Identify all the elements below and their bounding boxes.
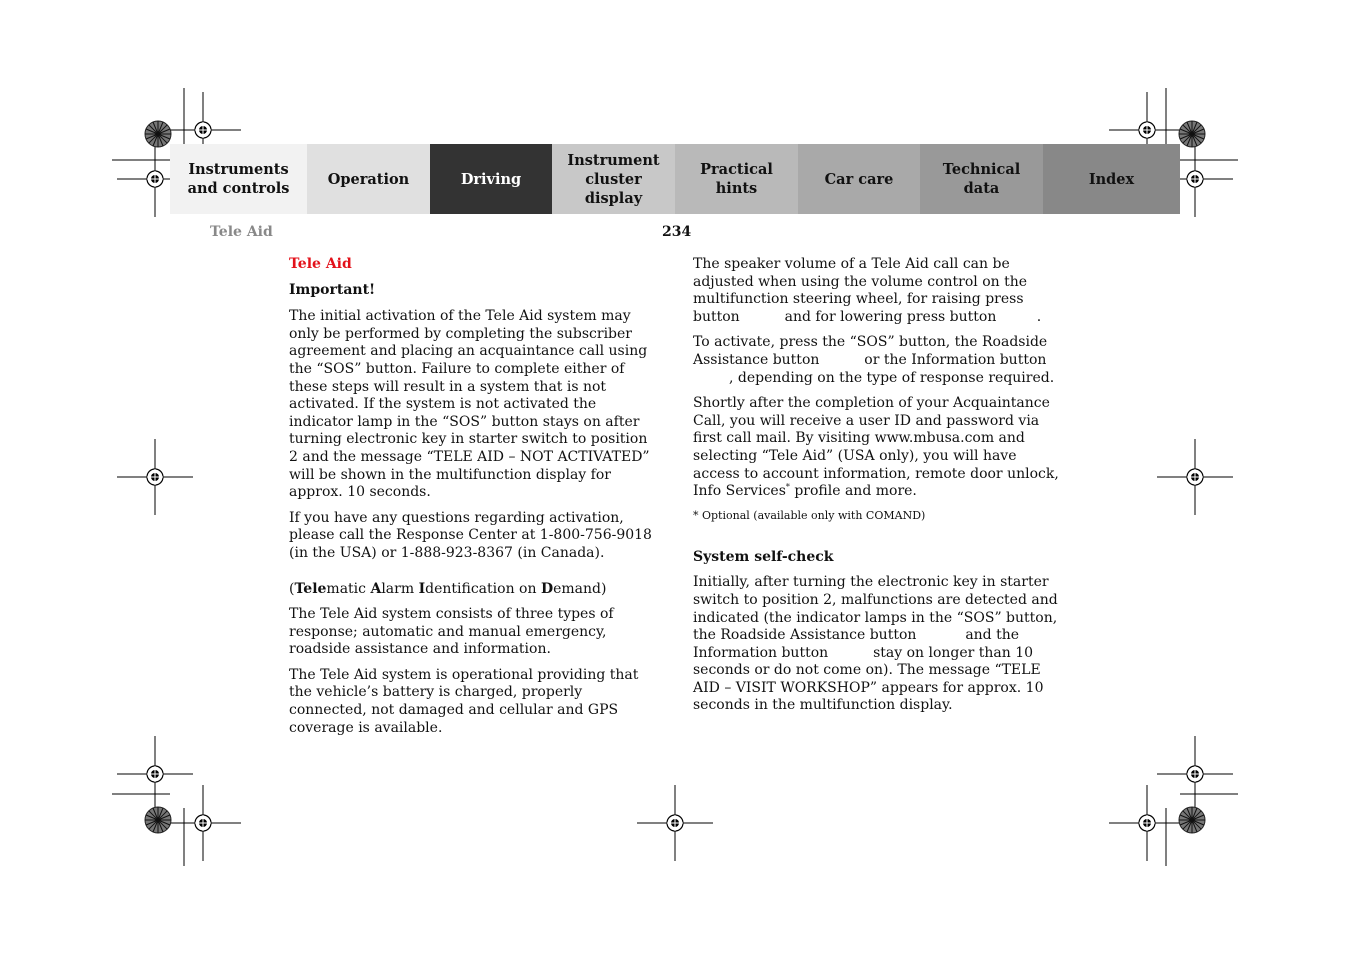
text: profile and more.	[789, 483, 917, 500]
text: , depending on the type of response required.	[729, 369, 1055, 386]
tab-label: Instruments	[188, 161, 289, 178]
text: .	[1036, 308, 1042, 325]
acronym-part: Tele	[294, 580, 327, 597]
paragraph: If you have any questions regarding activation, please call the Response Center at 1-800-756-9018 (in the USA) or 1-888-923-8367 (in Canada).	[289, 509, 652, 561]
right-column	[693, 256, 1061, 723]
tab-label: Driving	[460, 170, 522, 188]
tab-label: Operation	[327, 170, 410, 188]
tab-label: Instrument	[567, 151, 660, 169]
paragraph: The Tele Aid system consists of three types of response; automatic and manual emergency, roadside assistance and information.	[289, 606, 614, 658]
tab-instrument-cluster-display[interactable]	[552, 144, 675, 214]
paragraph: The Tele Aid system is operational providing that the vehicle’s battery is charged, properly connected, not damaged and cellular and GPS coverage is available.	[289, 666, 639, 736]
tab-practical-hints[interactable]	[675, 144, 798, 214]
text: and the Information button	[693, 627, 1020, 661]
tab-label: cluster display	[584, 170, 643, 207]
text: or the Information button	[864, 351, 1047, 368]
paragraph	[693, 334, 1061, 387]
running-header-section: Tele Aid	[210, 224, 273, 240]
acronym-part: D	[540, 580, 554, 597]
acronym-part: I	[418, 580, 426, 597]
text: Shortly after the completion of your Acquaintance Call, you will receive a user ID and password via first call mail. By visiting www.mbusa.com and selecting “Tele Aid” (USA only), you will have access to account information, remote door unlock, Info Services	[693, 395, 1059, 500]
acronym-part: matic	[326, 580, 371, 597]
acronym-part: A	[370, 580, 382, 597]
tab-label: Car care	[824, 170, 894, 188]
important-heading: Important!	[289, 281, 376, 298]
tab-instruments-and-controls[interactable]	[170, 144, 307, 214]
footnote: * Optional (available only with COMAND)	[693, 508, 926, 522]
tab-driving[interactable]	[430, 144, 552, 214]
text: Initially, after turning the electronic key in starter switch to position 2, malfunctions are detected and indicated (the indicator lamps in the “SOS” button, the Roadside Assistance button	[693, 574, 1058, 644]
text: stay on longer than 10 seconds or do not come on). The message “TELE AID – VISIT WORKSHOP” appears for approx. 10 seconds in the multifunction display.	[693, 644, 1044, 714]
acronym-part: dentification on	[425, 580, 541, 597]
section-title: Tele Aid	[289, 256, 352, 272]
text: The speaker volume of a Tele Aid call can be adjusted when using the volume control on the multifunction steering wheel, for raising press button	[693, 256, 1028, 325]
tab-label: Practical hints	[700, 161, 773, 197]
tab-technical-data[interactable]	[920, 144, 1043, 214]
tab-index[interactable]	[1043, 144, 1180, 214]
tab-label: and controls	[187, 180, 290, 197]
tab-label: Technical	[942, 161, 1021, 178]
footnote-marker: *	[785, 482, 790, 492]
acronym-part: emand)	[553, 580, 607, 597]
tab-label: Index	[1088, 170, 1135, 188]
text: To activate, press the “SOS” button, the Roadside Assistance button	[693, 334, 1048, 368]
text: and for lowering press button	[784, 308, 997, 325]
paragraph	[693, 574, 1061, 715]
acronym-line	[289, 581, 657, 599]
page-number: 234	[662, 224, 692, 240]
acronym-part: (	[289, 580, 295, 597]
paragraph	[693, 395, 1061, 501]
left-column	[289, 256, 657, 745]
paragraph	[693, 256, 1061, 326]
chapter-tabs	[170, 144, 1180, 214]
paragraph: The initial activation of the Tele Aid system may only be performed by completing the subscriber agreement and placing an acquaintance call using the “SOS” button. Failure to complete either of these steps will result in a system that is not activated. If the system is not activated the indicator lamp in the “SOS” button stays on after turning electronic key in starter switch to position 2 and the message “TELE AID – NOT ACTIVATED” will be shown in the multifunction display for approx. 10 seconds.	[289, 308, 650, 501]
tab-operation[interactable]	[307, 144, 430, 214]
tab-car-care[interactable]	[798, 144, 920, 214]
self-check-heading: System self-check	[693, 548, 834, 565]
tab-label: data	[963, 180, 1000, 197]
acronym-part: larm	[381, 580, 419, 597]
